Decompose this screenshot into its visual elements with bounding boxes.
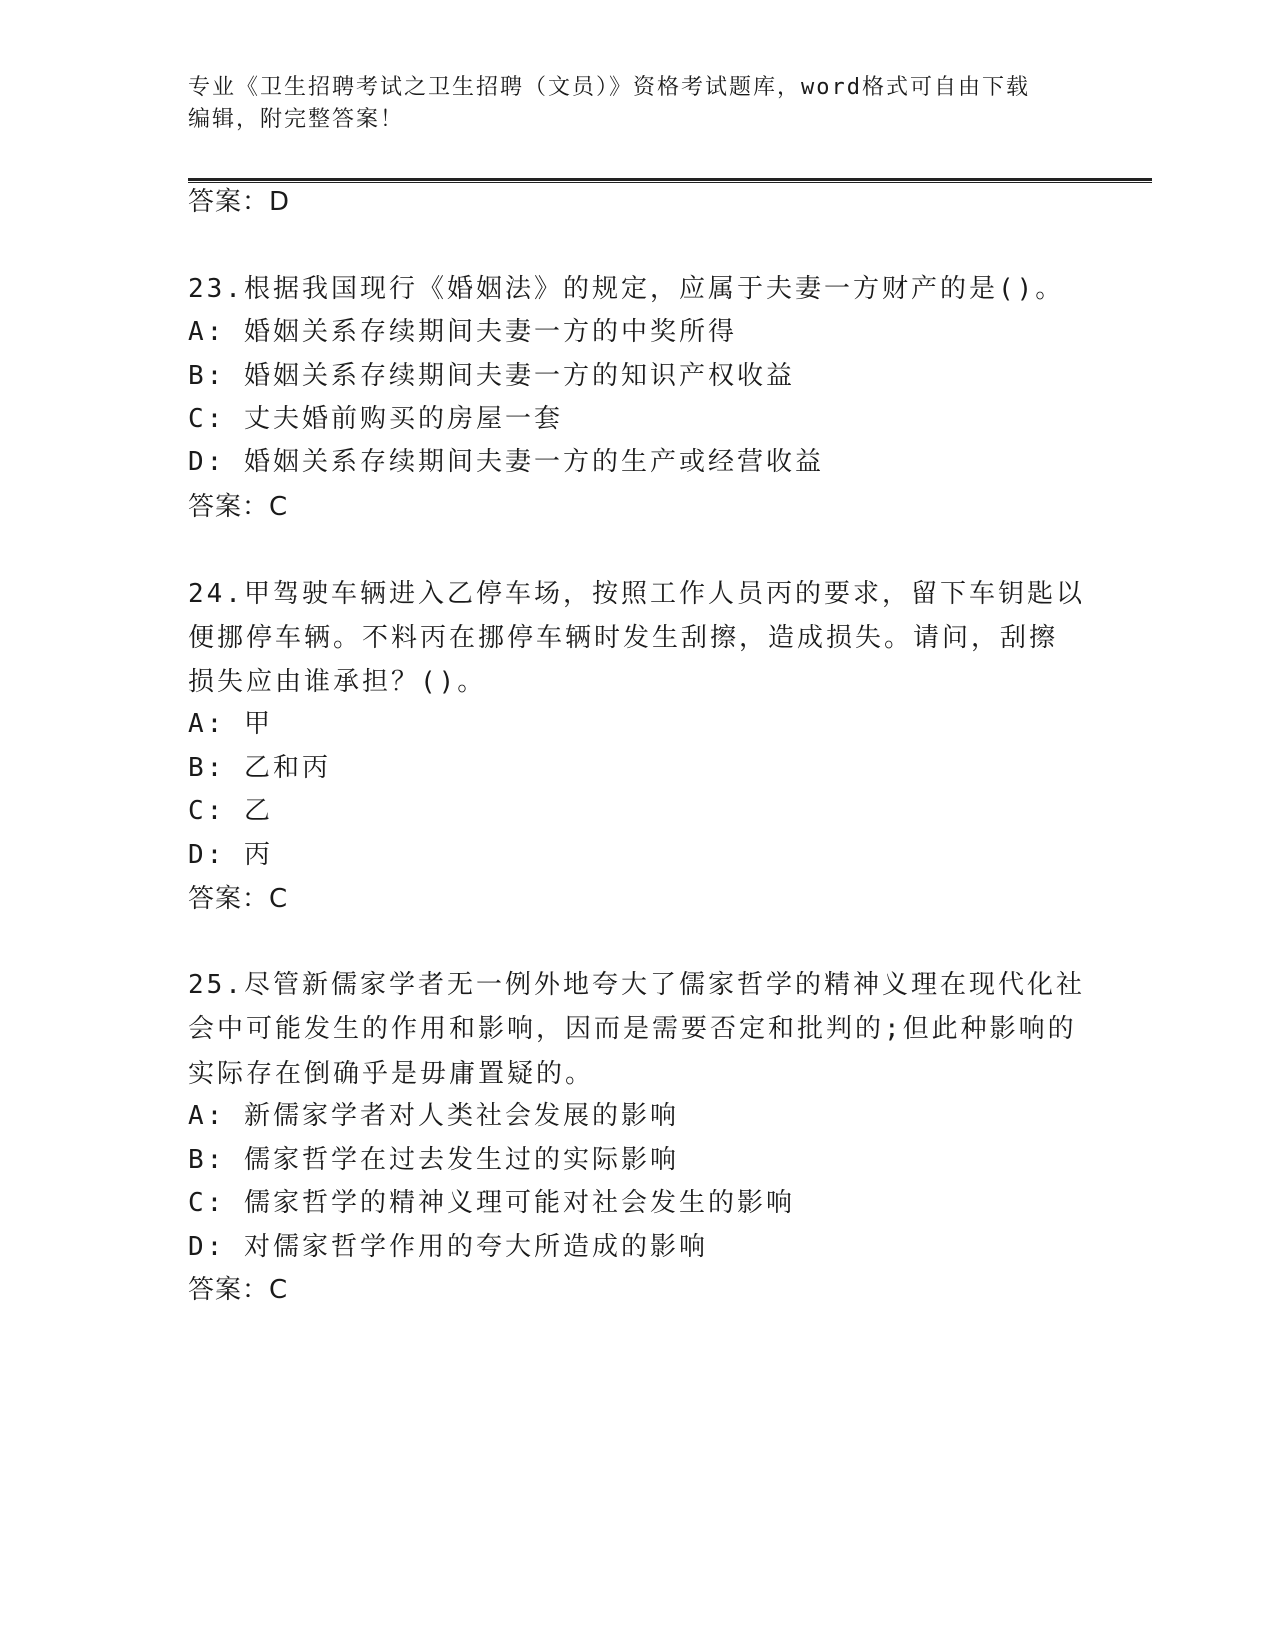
question-23-option-c: C: 丈夫婚前购买的房屋一套: [188, 404, 563, 434]
question-24-option-a: A: 甲: [188, 709, 273, 739]
header-divider: [188, 178, 1152, 183]
header-line-1: 专业《卫生招聘考试之卫生招聘（文员）》资格考试题库，word格式可自由下载: [188, 75, 1030, 100]
question-25-answer: 答案：C: [188, 1275, 289, 1305]
question-23-answer: 答案：C: [188, 492, 289, 522]
question-25-option-a: A: 新儒家学者对人类社会发展的影响: [188, 1101, 679, 1131]
question-24-option-d: D: 丙: [188, 840, 273, 870]
question-25-stem-line-3: 实际存在倒确乎是毋庸置疑的。: [188, 1059, 595, 1089]
question-24-answer: 答案：C: [188, 884, 289, 914]
header-line-2: 编辑，附完整答案！: [188, 107, 405, 132]
answer-previous: 答案：D: [188, 187, 291, 217]
question-25-stem-line-2: 会中可能发生的作用和影响，因而是需要否定和批判的;但此种影响的: [188, 1014, 1077, 1044]
question-23-option-d: D: 婚姻关系存续期间夫妻一方的生产或经营收益: [188, 447, 824, 477]
document-header: [188, 72, 1088, 136]
question-25-option-c: C: 儒家哲学的精神义理可能对社会发生的影响: [188, 1188, 795, 1218]
question-24-stem-line-2: 便挪停车辆。不料丙在挪停车辆时发生刮擦，造成损失。请问，刮擦: [188, 623, 1059, 653]
question-24-option-c: C: 乙: [188, 796, 273, 826]
question-23-option-a: A: 婚姻关系存续期间夫妻一方的中奖所得: [188, 317, 737, 347]
question-24-stem-line-1: 24.甲驾驶车辆进入乙停车场，按照工作人员丙的要求，留下车钥匙以: [188, 579, 1085, 609]
question-23-option-b: B: 婚姻关系存续期间夫妻一方的知识产权收益: [188, 361, 795, 391]
question-24-stem-line-3: 损失应由谁承担？()。: [188, 667, 487, 697]
question-24-option-b: B: 乙和丙: [188, 753, 331, 783]
question-23-stem: 23.根据我国现行《婚姻法》的规定，应属于夫妻一方财产的是()。: [188, 274, 1065, 304]
question-25-option-b: B: 儒家哲学在过去发生过的实际影响: [188, 1145, 679, 1175]
question-25-stem-line-1: 25.尽管新儒家学者无一例外地夸大了儒家哲学的精神义理在现代化社: [188, 970, 1085, 1000]
question-25-option-d: D: 对儒家哲学作用的夸大所造成的影响: [188, 1232, 708, 1262]
